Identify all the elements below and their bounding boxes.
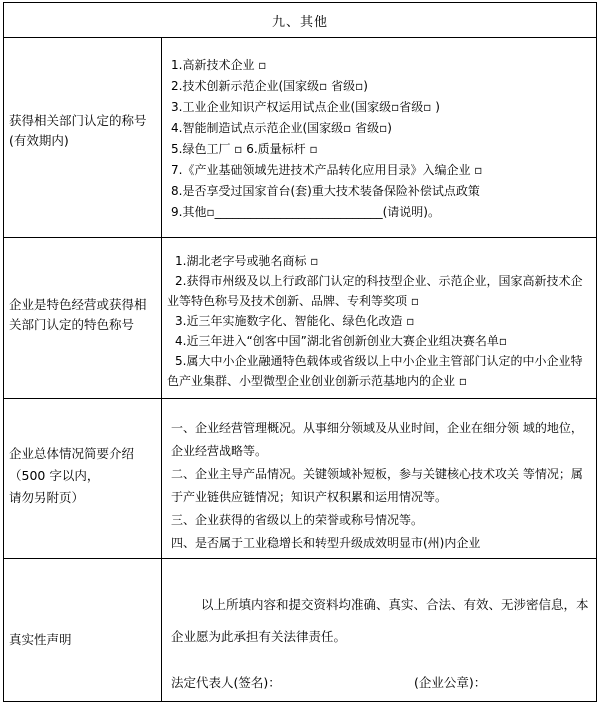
section-title: 九、其他 (271, 15, 328, 30)
row-divider (4, 558, 596, 559)
guidance-item: 四、是否属于工业稳增长和转型升级成效明显市(州)内企业 (171, 536, 481, 550)
special-titles-list (167, 251, 592, 391)
row-label-certified-titles: 获得相关部门认定的称号(有效期内) (9, 113, 147, 148)
statement-text: 以上所填内容和提交资料均准确、真实、合法、有效、无涉密信息，本企业愿为此承担有关法律责任。 (171, 597, 589, 644)
list-item[interactable]: 2.技术创新示范企业(国家级▫ 省级▫) (171, 79, 368, 93)
row-label-overview (9, 443, 157, 509)
label-line: 企业总体情况简要介绍 (9, 446, 135, 461)
form-table (3, 2, 597, 702)
row-label-authenticity: 真实性声明 (9, 632, 72, 647)
column-divider (161, 37, 162, 701)
list-item[interactable]: 1.湖北老字号或驰名商标 ▫ (175, 254, 319, 268)
authenticity-statement (171, 589, 592, 653)
list-item[interactable]: 8.是否享受过国家首台(套)重大技术装备保险补偿试点政策 (171, 184, 480, 198)
certified-titles-list (171, 55, 592, 223)
list-item[interactable]: 5.绿色工厂 ▫ 6.质量标杆 ▫ (171, 142, 318, 156)
list-item[interactable]: 3.近三年实施数字化、智能化、绿色化改造 ▫ (175, 314, 415, 328)
list-item[interactable]: 5.属大中小企业融通特色载体或省级以上中小企业主管部门认定的中小企业特色产业集群、小型微型企业创业创新示范基地内的企业 ▫ (167, 354, 583, 388)
label-line: （500 字以内， (9, 468, 100, 483)
signature-company-seal[interactable]: (企业公章)： (414, 675, 487, 690)
list-item[interactable]: 4.近三年进入“创客中国”湖北省创新创业大赛企业组决赛名单▫ (175, 334, 508, 348)
overview-guidance (171, 417, 592, 555)
signature-representative[interactable]: 法定代表人(签名)： (171, 675, 281, 690)
label-line: 请勿另附页） (9, 490, 85, 505)
guidance-item: 二、企业主导产品情况。关键领域补短板，参与关键核心技术攻关 等情况；属于产业链供应链情况；知识产权积累和运用情况等。 (171, 467, 583, 504)
row-divider (4, 237, 596, 238)
row-divider (4, 398, 596, 399)
row-label-special-titles: 企业是特色经营或获得相关部门认定的特色称号 (9, 297, 147, 332)
list-item[interactable]: 1.高新技术企业 ▫ (171, 58, 267, 72)
list-item[interactable]: 9.其他▫____________________________(请说明)。 (171, 205, 440, 219)
list-item[interactable]: 2.获得市州级及以上行政部门认定的科技型企业、示范企业，国家高新技术企业等特色称号及技术创新、品牌、专利等奖项 ▫ (167, 274, 583, 308)
row-divider (4, 37, 596, 38)
list-item[interactable]: 4.智能制造试点示范企业(国家级▫ 省级▫) (171, 121, 392, 135)
list-item[interactable]: 7.《产业基础领域先进技术产品转化应用目录》入编企业 ▫ (171, 163, 483, 177)
guidance-item: 三、企业获得的省级以上的荣誉或称号情况等。 (171, 513, 424, 527)
list-item[interactable]: 3.工业企业知识产权运用试点企业(国家级▫省级▫ ) (171, 100, 440, 114)
guidance-item: 一、企业经营管理概况。从事细分领域及从业时间，企业在细分领 域的地位，企业经营战略等。 (171, 421, 583, 458)
